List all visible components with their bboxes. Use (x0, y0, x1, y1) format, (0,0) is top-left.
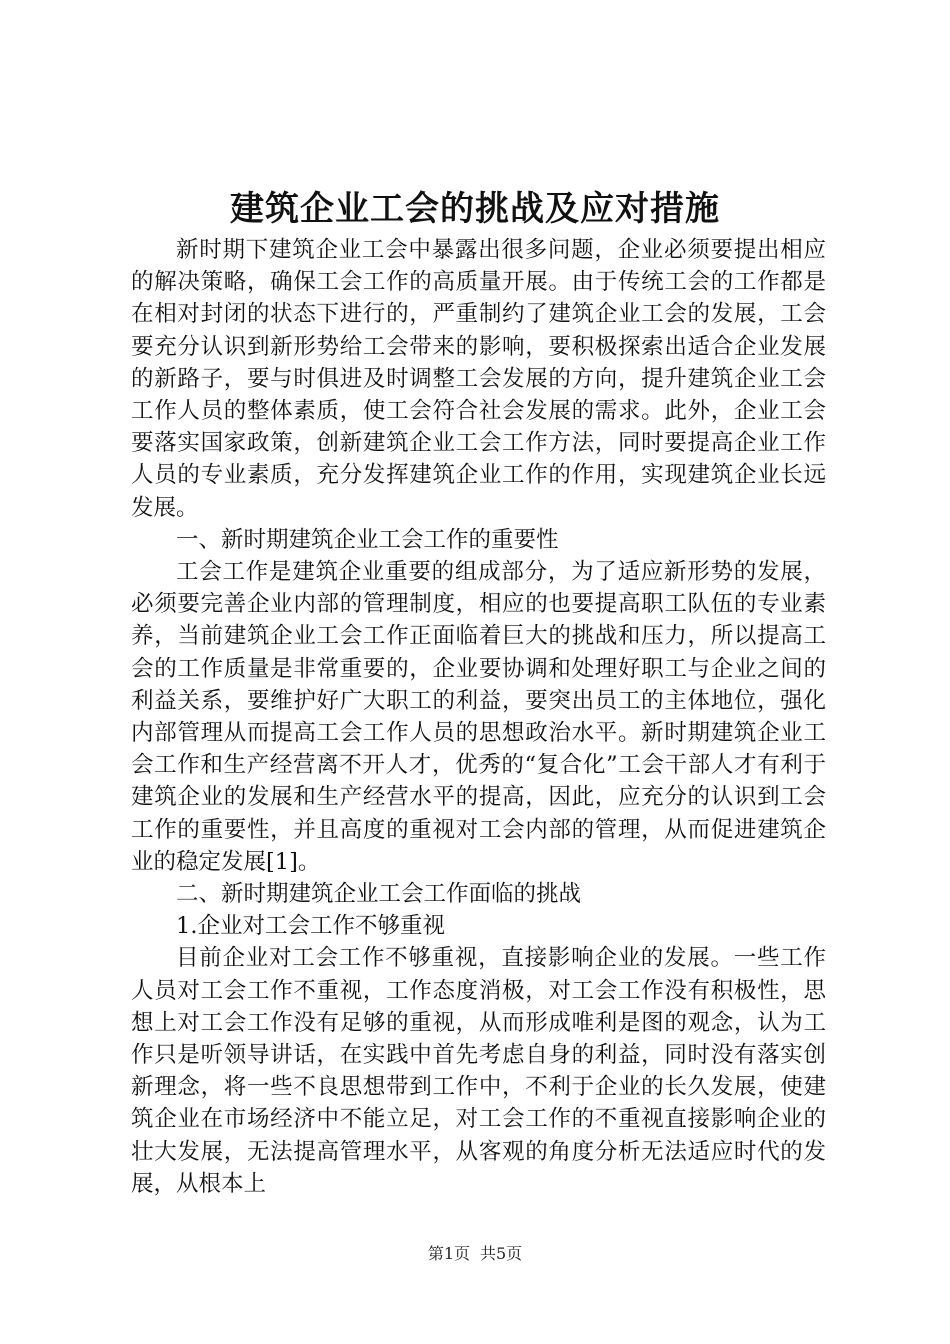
document-title: 建筑企业工会的挑战及应对措施 (230, 189, 720, 229)
intro-paragraph: 新时期下建筑企业工会中暴露出很多问题，企业必须要提出相应的解决策略，确保工会工作的高质量开展。由于传统工会的工作都是在相对封闭的状态下进行的，严重制约了建筑企业工会的发展，工会要充分认识到新形势给工会带来的影响，要积极探索出适合企业发展的新路子，要与时俱进及时调整工会发展的方向，提升建筑企业工会工作人员的整体素质，使工会符合社会发展的需求。此外，企业工会要落实国家政策，创新建筑企业工会工作方法，同时要提高企业工作人员的专业素质，充分发挥建筑企业工作的作用，实现建筑企业长远发展。 (131, 237, 826, 521)
document-body (131, 234, 826, 1200)
section-heading-challenges: 二、新时期建筑企业工会工作面临的挑战 (176, 881, 582, 908)
subsection-heading-attention: 1.企业对工会工作不够重视 (176, 913, 445, 940)
page-number: 第1页 (427, 1244, 470, 1263)
attention-paragraph: 目前企业对工会工作不够重视，直接影响企业的发展。一些工作人员对工会工作不重视，工作态度消极，对工会工作没有积极性，思想上对工会工作没有足够的重视，从而形成唯利是图的观念，认为工作只是听领导讲话，在实践中首先考虑自身的利益，同时没有落实创新理念，将一些不良思想带到工作中，不利于企业的长久发展，使建筑企业在市场经济中不能立足，对工会工作的不重视直接影响企业的壮大发展，无法提高管理水平，从客观的角度分析无法适应时代的发展，从根本上 (131, 945, 826, 1197)
page-footer (0, 1243, 950, 1265)
importance-paragraph: 工会工作是建筑企业重要的组成部分，为了适应新形势的发展，必须要完善企业内部的管理制度，相应的也要提高职工队伍的专业素养，当前建筑企业工会工作正面临着巨大的挑战和压力，所以提高工会的工作质量是非常重要的，企业要协调和处理好职工与企业之间的利益关系，要维护好广大职工的利益，要突出员工的主体地位，强化内部管理从而提高工会工作人员的思想政治水平。新时期建筑企业工会工作和生产经营离不开人才，优秀的“复合化”工会干部人才有利于建筑企业的发展和生产经营水平的提高，因此，应充分的认识到工会工作的重要性，并且高度的重视对工会内部的管理，从而促进建筑企业的稳定发展[1]。 (131, 559, 826, 875)
section-heading-importance: 一、新时期建筑企业工会工作的重要性 (176, 526, 559, 553)
page-total: 共5页 (480, 1244, 523, 1263)
